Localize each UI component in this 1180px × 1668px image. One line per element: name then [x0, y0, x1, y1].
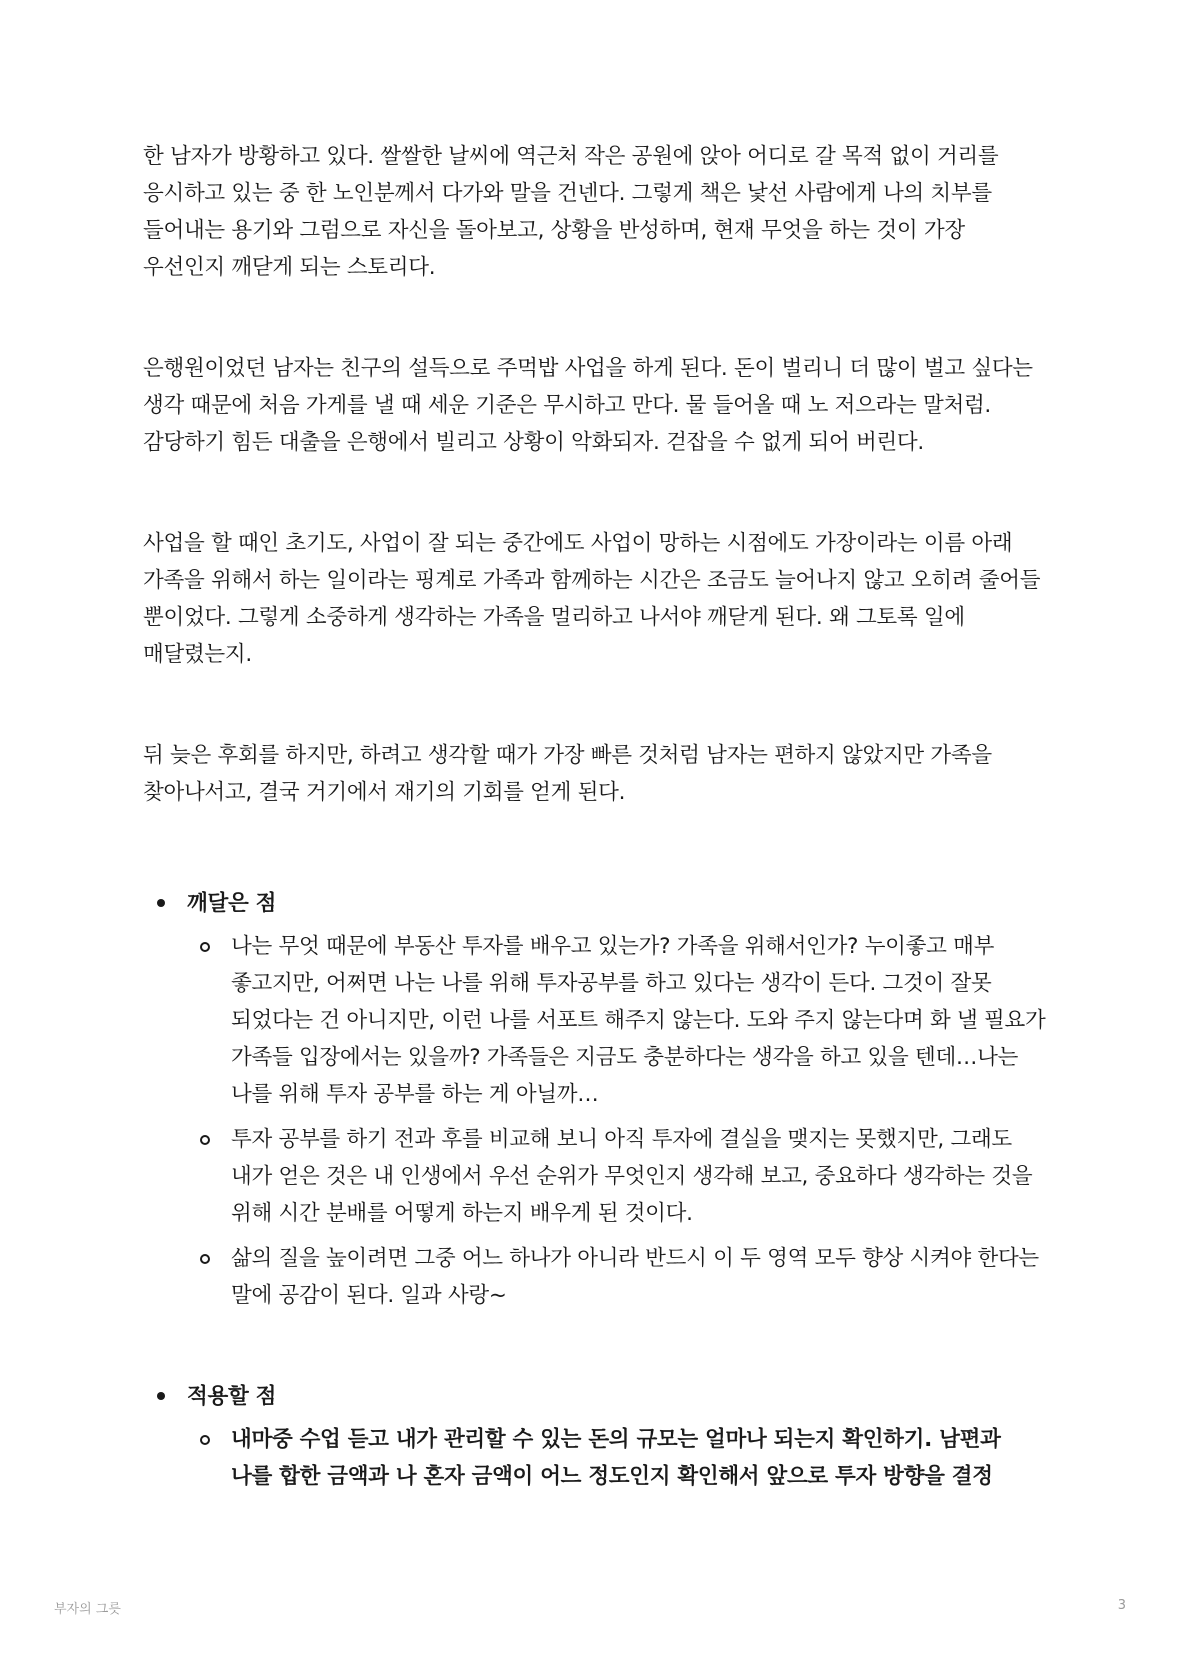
section-applications	[143, 1378, 1048, 1495]
footer-document-title: 부자의 그릇	[54, 1602, 121, 1617]
paragraph-business: 은행원이었던 남자는 친구의 설득으로 주먹밥 사업을 하게 된다. 돈이 벌리니 더 많이 벌고 싶다는 생각 때문에 처음 가게를 낼 때 세운 기준은 무시하고 만다. 물 들어올 때 노 저으라는 말처럼. 감당하기 힘든 대출을 은행에서 빌리고 상황이 악화되자. 걷잡을 수 없게 되어 버린다.	[143, 356, 1033, 455]
applications-list	[187, 1421, 1048, 1495]
document-body	[143, 138, 1048, 1495]
paragraph-regret: 뒤 늦은 후회를 하지만, 하려고 생각할 때가 가장 빠른 것처럼 남자는 편하지 않았지만 가족을 찾아나서고, 결국 거기에서 재기의 기회를 얻게 된다.	[143, 743, 992, 805]
realization-item: 삶의 질을 높이려면 그중 어느 하나가 아니라 반드시 이 두 영역 모두 향상 시켜야 한다는 말에 공감이 된다. 일과 사랑~	[187, 1240, 1048, 1314]
section-realizations	[143, 885, 1048, 1314]
paragraph-family: 사업을 할 때인 초기도, 사업이 잘 되는 중간에도 사업이 망하는 시점에도 가장이라는 이름 아래 가족을 위해서 하는 일이라는 핑계로 가족과 함께하는 시간은 조금도 늘어나지 않고 오히려 줄어들 뿐이었다. 그렇게 소중하게 생각하는 가족을 멀리하고 나서야 깨닫게 된다. 왜 그토록 일에 매달렸는지.	[143, 531, 1041, 667]
section-title-realizations: 깨달은 점	[187, 891, 277, 916]
paragraph-intro: 한 남자가 방황하고 있다. 쌀쌀한 날씨에 역근처 작은 공원에 앉아 어디로 갈 목적 없이 거리를 응시하고 있는 중 한 노인분께서 다가와 말을 건넨다. 그렇게 책은 낯선 사람에게 나의 치부를 들어내는 용기와 그럼으로 자신을 돌아보고, 상황을 반성하며, 현재 무엇을 하는 것이 가장 우선인지 깨닫게 되는 스토리다.	[143, 144, 999, 280]
realization-item: 나는 무엇 때문에 부동산 투자를 배우고 있는가? 가족을 위해서인가? 누이좋고 매부 좋고지만, 어쩌면 나는 나를 위해 투자공부를 하고 있다는 생각이 든다. 그것이 잘못 되었다는 건 아니지만, 이런 나를 서포트 해주지 않는다. 도와 주지 않는다며 화 낼 필요가 가족들 입장에서는 있을까? 가족들은 지금도 충분하다는 생각을 하고 있을 텐데…나는 나를 위해 투자 공부를 하는 게 아닐까…	[187, 928, 1048, 1113]
section-title-applications: 적용할 점	[187, 1384, 277, 1409]
application-item: 내마중 수업 듣고 내가 관리할 수 있는 돈의 규모는 얼마나 되는지 확인하기. 남편과 나를 합한 금액과 나 혼자 금액이 어느 정도인지 확인해서 앞으로 투자 방향을 결정	[187, 1421, 1048, 1495]
section-list	[143, 885, 1048, 1495]
realizations-list	[187, 928, 1048, 1314]
footer-page-number: 3	[1117, 1598, 1126, 1613]
realization-item: 투자 공부를 하기 전과 후를 비교해 보니 아직 투자에 결실을 맺지는 못했지만, 그래도 내가 얻은 것은 내 인생에서 우선 순위가 무엇인지 생각해 보고, 중요하다 생각하는 것을 위해 시간 분배를 어떻게 하는지 배우게 된 것이다.	[187, 1121, 1048, 1232]
